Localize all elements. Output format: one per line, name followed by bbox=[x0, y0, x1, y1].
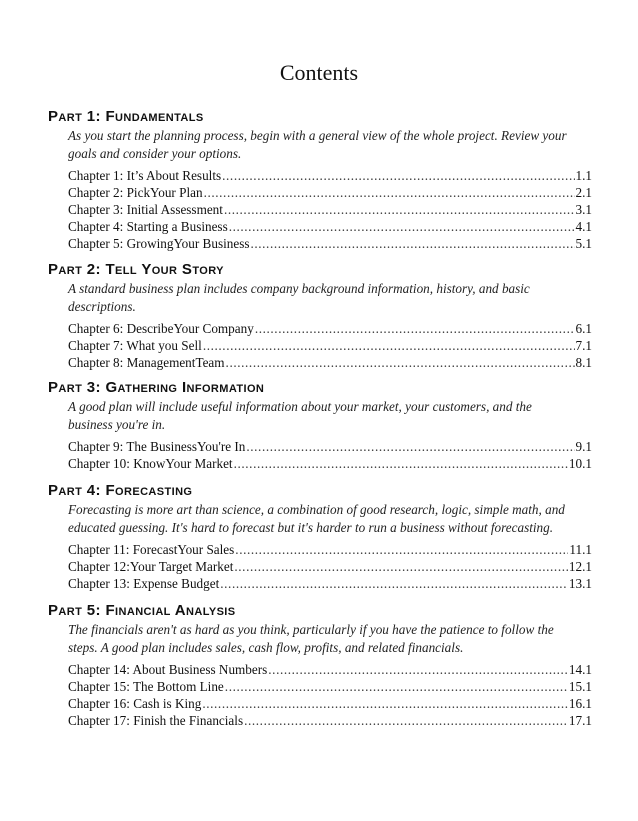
chapter-entry[interactable] bbox=[68, 438, 592, 455]
chapter-title: Chapter 11: ForecastYour Sales bbox=[68, 542, 235, 557]
dot-leader bbox=[255, 320, 575, 337]
chapter-page-number: 12.1 bbox=[568, 559, 592, 574]
chapter-entry[interactable] bbox=[68, 320, 592, 337]
dot-leader bbox=[268, 661, 568, 678]
chapter-title: Chapter 6: DescribeYour Company bbox=[68, 321, 254, 336]
dot-leader bbox=[202, 695, 568, 712]
chapter-entry[interactable] bbox=[68, 337, 592, 354]
chapter-page-number: 13.1 bbox=[568, 576, 592, 591]
chapter-title: Chapter 13: Expense Budget bbox=[68, 576, 220, 591]
chapter-title: Chapter 3: Initial Assessment bbox=[68, 202, 223, 217]
chapter-title: Chapter 2: PickYour Plan bbox=[68, 185, 203, 200]
chapter-entry[interactable] bbox=[68, 661, 592, 678]
chapter-page-number: 8.1 bbox=[575, 355, 592, 370]
dot-leader bbox=[246, 438, 574, 455]
dot-leader bbox=[222, 167, 574, 184]
dot-leader bbox=[220, 575, 568, 592]
dot-leader bbox=[224, 201, 575, 218]
dot-leader bbox=[229, 218, 575, 235]
chapter-entry[interactable] bbox=[68, 558, 592, 575]
dot-leader bbox=[244, 712, 568, 729]
chapter-entry[interactable] bbox=[68, 678, 592, 695]
part-description: As you start the planning process, begin with a general view of the whole project. Review your goals and consider your options. bbox=[68, 128, 567, 161]
part-5-section bbox=[48, 602, 604, 729]
chapter-page-number: 7.1 bbox=[575, 338, 592, 353]
chapter-page-number: 9.1 bbox=[575, 439, 592, 454]
dot-leader bbox=[203, 337, 575, 354]
chapter-title: Chapter 5: GrowingYour Business bbox=[68, 236, 250, 251]
dot-leader bbox=[226, 354, 575, 371]
chapter-entry[interactable] bbox=[68, 201, 592, 218]
chapter-entry[interactable] bbox=[68, 218, 592, 235]
part-3-section bbox=[48, 379, 604, 472]
chapter-entry[interactable] bbox=[68, 541, 592, 558]
part-heading: Part 5: Financial Analysis bbox=[48, 602, 236, 619]
part-heading: Part 3: Gathering Information bbox=[48, 379, 265, 396]
chapter-title: Chapter 17: Finish the Financials bbox=[68, 713, 244, 728]
chapter-list bbox=[68, 438, 592, 472]
chapter-entry[interactable] bbox=[68, 354, 592, 371]
dot-leader bbox=[250, 235, 574, 252]
chapter-entry[interactable] bbox=[68, 695, 592, 712]
chapter-page-number: 11.1 bbox=[569, 542, 592, 557]
chapter-page-number: 2.1 bbox=[575, 185, 592, 200]
chapter-page-number: 3.1 bbox=[575, 202, 592, 217]
chapter-page-number: 1.1 bbox=[575, 168, 592, 183]
part-description: A good plan will include useful information about your market, your customers, and the business you're in. bbox=[68, 399, 532, 432]
part-heading: Part 1: Fundamentals bbox=[48, 108, 204, 125]
dot-leader bbox=[204, 184, 575, 201]
part-description: The financials aren't as hard as you think, particularly if you have the patience to follow the steps. A good plan includes sales, cash flow, profits, and related financials. bbox=[68, 622, 554, 655]
chapter-entry[interactable] bbox=[68, 455, 592, 472]
chapter-page-number: 6.1 bbox=[575, 321, 592, 336]
chapter-list bbox=[68, 167, 592, 252]
chapter-page-number: 16.1 bbox=[568, 696, 592, 711]
dot-leader bbox=[234, 455, 568, 472]
chapter-page-number: 15.1 bbox=[568, 679, 592, 694]
chapter-title: Chapter 7: What you Sell bbox=[68, 338, 202, 353]
chapter-entry[interactable] bbox=[68, 712, 592, 729]
chapter-page-number: 4.1 bbox=[575, 219, 592, 234]
part-heading: Part 2: Tell Your Story bbox=[48, 261, 224, 278]
chapter-title: Chapter 12:Your Target Market bbox=[68, 559, 234, 574]
chapter-title: Chapter 1: It’s About Results bbox=[68, 168, 222, 183]
chapter-list bbox=[68, 320, 592, 371]
part-1-section bbox=[48, 108, 604, 252]
dot-leader bbox=[225, 678, 568, 695]
part-2-section bbox=[48, 261, 604, 371]
dot-leader bbox=[235, 541, 568, 558]
part-heading: Part 4: Forecasting bbox=[48, 482, 193, 499]
chapter-title: Chapter 8: ManagementTeam bbox=[68, 355, 225, 370]
chapter-page-number: 17.1 bbox=[568, 713, 592, 728]
chapter-title: Chapter 14: About Business Numbers bbox=[68, 662, 268, 677]
chapter-title: Chapter 4: Starting a Business bbox=[68, 219, 228, 234]
chapter-list bbox=[68, 541, 592, 592]
chapter-list bbox=[68, 661, 592, 729]
part-description: A standard business plan includes company background information, history, and basic descriptions. bbox=[68, 281, 530, 314]
chapter-entry[interactable] bbox=[68, 184, 592, 201]
chapter-title: Chapter 9: The BusinessYou're In bbox=[68, 439, 246, 454]
chapter-title: Chapter 10: KnowYour Market bbox=[68, 456, 233, 471]
chapter-entry[interactable] bbox=[68, 575, 592, 592]
chapter-page-number: 10.1 bbox=[568, 456, 592, 471]
chapter-entry[interactable] bbox=[68, 167, 592, 184]
chapter-entry[interactable] bbox=[68, 235, 592, 252]
dot-leader bbox=[234, 558, 568, 575]
chapter-page-number: 14.1 bbox=[568, 662, 592, 677]
part-description: Forecasting is more art than science, a combination of good research, logic, simple math, and educated guessing. It's hard to forecast but it's harder to run a business without forecasting. bbox=[68, 502, 565, 535]
page-title: Contents bbox=[279, 60, 359, 85]
part-4-section bbox=[48, 482, 604, 592]
chapter-title: Chapter 15: The Bottom Line bbox=[68, 679, 224, 694]
chapter-title: Chapter 16: Cash is King bbox=[68, 696, 202, 711]
chapter-page-number: 5.1 bbox=[575, 236, 592, 251]
